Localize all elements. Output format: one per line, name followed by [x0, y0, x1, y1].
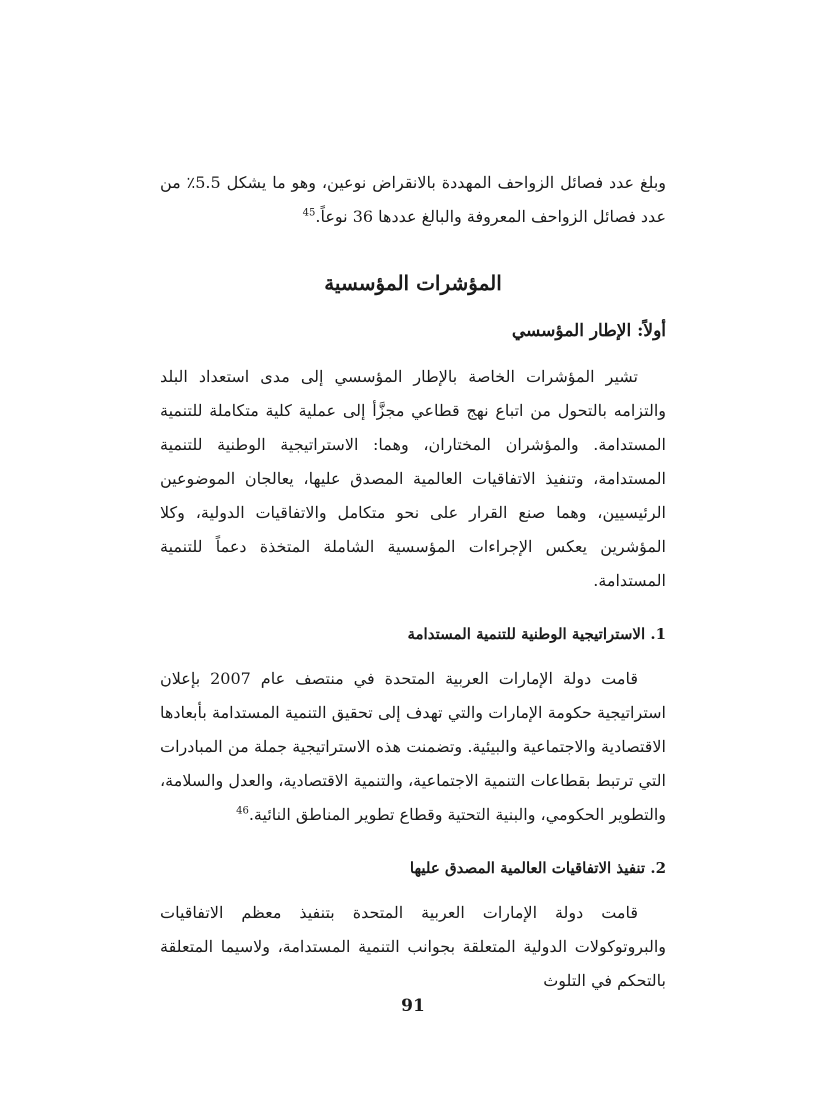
item2-paragraph: قامت دولة الإمارات العربية المتحدة بتنفيذ معظم الاتفاقيات والبروتوكولات الدولية المتعلقة بجوانب التنمية المستدامة، ولاسيما المتعلقة بالتحكم في التلوث — [160, 903, 666, 990]
item1-text: قامت دولة الإمارات العربية المتحدة في منتصف عام 2007 بإعلان استراتيجية حكومة الإمارات والتي تهدف إلى تحقيق التنمية المستدامة بأبعادها الاقتصادية والاجتماعية والبيئية. وتضمنت هذه الاستراتيجية جملة من المبادرات التي ترتبط بقطاعات التنمية الاجتماعية، والتنمية الاقتصادية، والعدل والسلامة، والتطوير الحكومي، والبنية التحتية وقطاع تطوير المناطق النائية. — [160, 669, 666, 824]
footnote-marker-45: 45 — [302, 207, 316, 219]
subsection-paragraph: تشير المؤشرات الخاصة بالإطار المؤسسي إلى مدى استعداد البلد والتزامه بالتحول من اتباع نهج قطاعي مجزَّأ إلى عملية كلية متكاملة للتنمية المستدامة. والمؤشران المختاران، وهما: الاستراتيجية الوطنية للتنمية المستدامة، وتنفيذ الاتفاقيات العالمية المصدق عليها، يعالجان الموضوعين الرئيسيين، وهما صنع القرار على نحو متكامل والاتفاقيات الدولية، وكلا المؤشرين يعكس الإجراءات المؤسسية الشاملة المتخذة دعماً للتنمية المستدامة. — [160, 367, 667, 590]
item1-paragraph — [160, 662, 666, 832]
footnote-marker-46: 46 — [236, 805, 249, 817]
page-content — [160, 166, 666, 998]
intro-text: وبلغ عدد فصائل الزواحف المهددة بالانقراض نوعين، وهو ما يشكل 5.5٪ من عدد فصائل الزواحف المعروفة والبالغ عددها 36 نوعاً. — [160, 173, 666, 226]
item2-heading: 2. تنفيذ الاتفاقيات العالمية المصدق عليها — [409, 859, 666, 877]
intro-paragraph — [160, 166, 666, 234]
section-title: المؤشرات المؤسسية — [324, 271, 502, 295]
item1-heading: 1. الاستراتيجية الوطنية للتنمية المستدامة — [407, 625, 666, 643]
page-number: 91 — [401, 996, 425, 1016]
subsection-heading: أولاً: الإطار المؤسسي — [511, 321, 666, 341]
